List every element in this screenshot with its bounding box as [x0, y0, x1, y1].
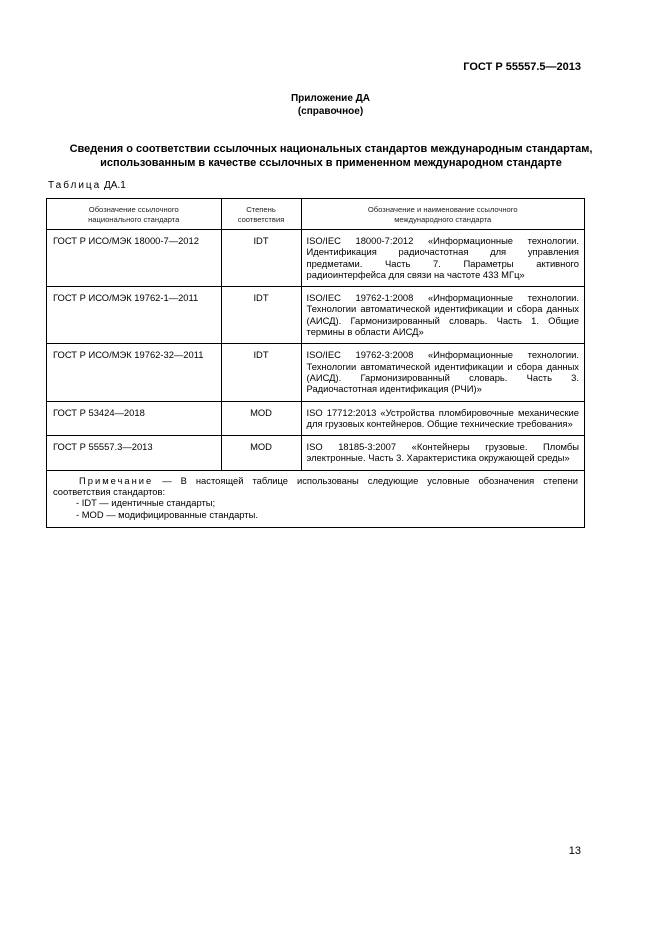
table-row [47, 344, 584, 401]
international-standard-cell: ISO/IEC 19762-1:2008 «Информационные технологии. Технологии автоматической идентификации и сбора данных (АИСД). Гармонизированный словарь. Часть 1. Общие термины в области АИСД» [301, 287, 584, 344]
header-line: Степень [246, 205, 276, 214]
note-paragraph [53, 475, 578, 498]
international-standard-cell: ISO/IEC 19762-3:2008 «Информационные технологии. Технологии автоматической идентификации и сбора данных (АИСД). Гармонизированный словарь. Часть 3. Радиочастотная идентификация (РЧИ)» [301, 344, 584, 401]
column-header-international-standard [301, 199, 584, 230]
table-caption [48, 180, 126, 191]
table-caption-word: Таблица [48, 180, 102, 191]
column-header-degree [221, 199, 301, 230]
header-line: соответствия [237, 215, 285, 224]
section-heading [40, 142, 622, 170]
international-standard-cell: ISO 17712:2013 «Устройства пломбировочные механические для грузовых контейнеров. Общие технические требования» [301, 401, 584, 436]
table-caption-id: ДА.1 [104, 180, 126, 191]
table-row [47, 401, 584, 436]
table-header-row [47, 199, 584, 230]
table-row [47, 287, 584, 344]
note-item-idt: - IDT — идентичные стандарты; [76, 497, 216, 509]
degree-cell: MOD [221, 436, 301, 471]
header-line: Обозначение ссылочного [88, 205, 179, 214]
table-note [47, 470, 584, 527]
degree-cell: IDT [221, 287, 301, 344]
note-label: Примечание [79, 474, 154, 486]
international-standard-cell: ISO/IEC 18000-7:2012 «Информационные технологии. Идентификация радиочастотная для управления предметами. Часть 7. Параметры активного радиоинтерфейса для связи на частоте 433 МГц» [301, 230, 584, 287]
table-row [47, 436, 584, 471]
national-standard-cell: ГОСТ Р 55557.3—2013 [47, 436, 221, 471]
header-line: международного стандарта [394, 215, 492, 224]
document-code: ГОСТ Р 55557.5—2013 [463, 61, 581, 73]
page-number: 13 [568, 845, 581, 857]
header-line: Обозначение и наименование ссылочного [367, 205, 518, 214]
column-header-national-standard [47, 199, 221, 230]
appendix-subtitle: (справочное) [297, 106, 364, 117]
national-standard-cell: ГОСТ Р ИСО/МЭК 19762-1—2011 [47, 287, 221, 344]
section-heading-line-1: Сведения о соответствии ссылочных национальных стандартов международным стандартам, [69, 143, 593, 155]
degree-cell: IDT [221, 230, 301, 287]
national-standard-cell: ГОСТ Р ИСО/МЭК 18000-7—2012 [47, 230, 221, 287]
national-standard-cell: ГОСТ Р 53424—2018 [47, 401, 221, 436]
degree-cell: IDT [221, 344, 301, 401]
national-standard-cell: ГОСТ Р ИСО/МЭК 19762-32—2011 [47, 344, 221, 401]
international-standard-cell: ISO 18185-3:2007 «Контейнеры грузовые. Пломбы электронные. Часть 3. Характеристика окружающей среды» [301, 436, 584, 471]
note-item-mod: - MOD — модифицированные стандарты. [76, 508, 258, 520]
header-line: национального стандарта [88, 215, 180, 224]
appendix-header [0, 92, 661, 118]
correspondence-table [46, 198, 585, 528]
table-note-row [47, 470, 584, 527]
table-row [47, 230, 584, 287]
note-text: — В настоящей таблице использованы следующие условные обозначения степени соответствия стандартов: [53, 474, 579, 498]
degree-cell: MOD [221, 401, 301, 436]
section-heading-line-2: использованным в качестве ссылочных в примененном международном стандарте [100, 157, 562, 169]
appendix-title: Приложение ДА [290, 93, 371, 104]
